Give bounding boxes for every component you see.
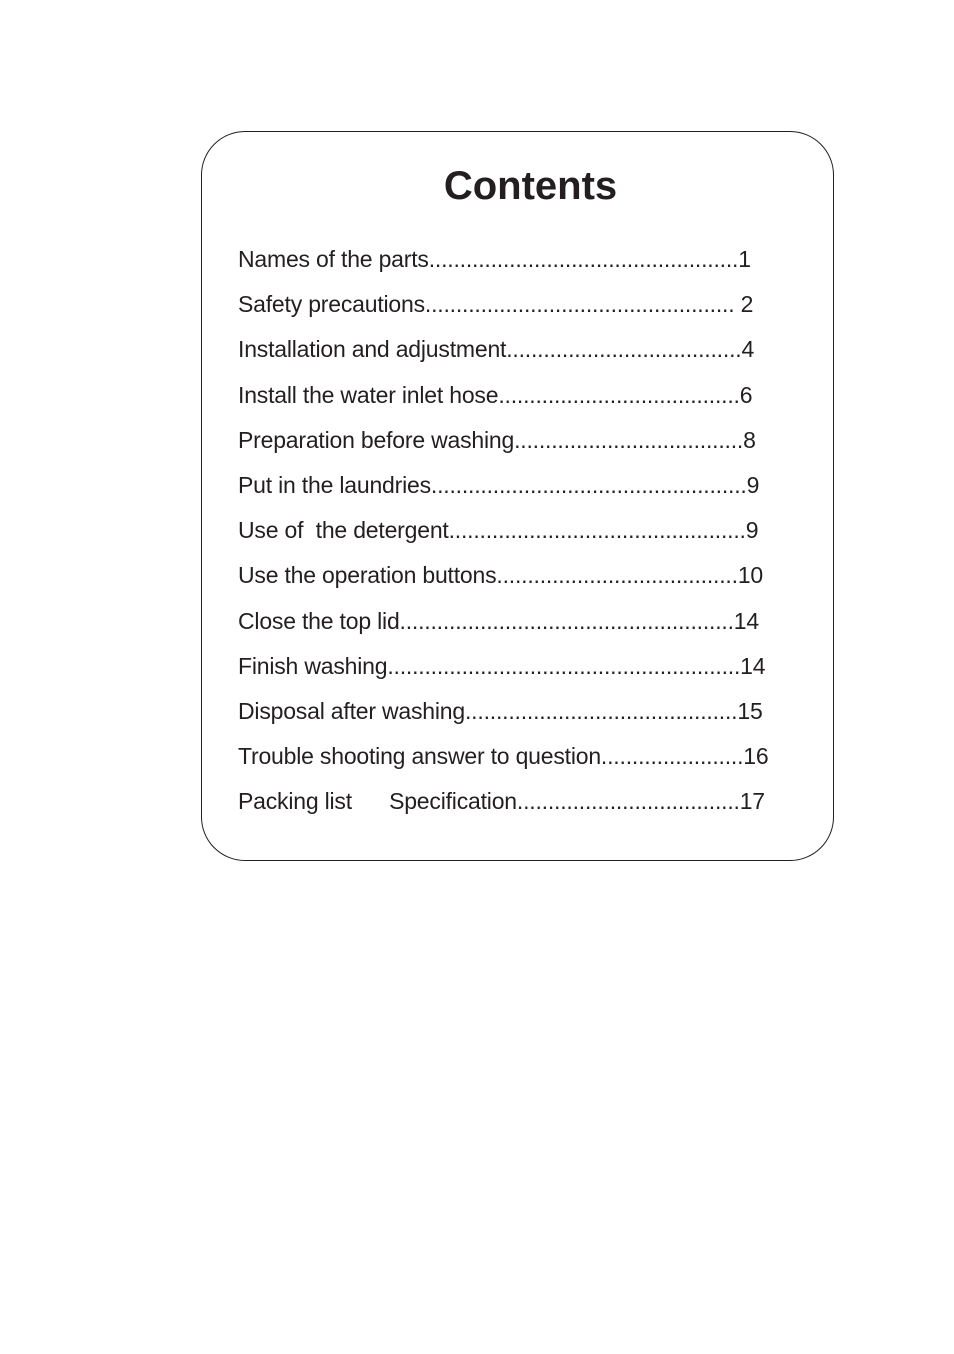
toc-entry-names-of-parts: Names of the parts..................................................1 (238, 246, 751, 272)
toc-entry-safety-precautions: Safety precautions.................................................. 2 (238, 291, 754, 318)
contents-title: Contents (443, 164, 618, 208)
toc-entry-disposal-after-washing: Disposal after washing............................................15 (238, 697, 763, 724)
toc-entry-operation-buttons: Use the operation buttons.......................................10 (238, 562, 763, 589)
toc-entry-water-inlet-hose: Install the water inlet hose.......................................6 (238, 381, 753, 408)
toc-entry-put-in-laundries: Put in the laundries...................................................9 (238, 471, 760, 498)
toc-entry-installation-adjustment: Installation and adjustment......................................4 (238, 336, 755, 363)
contents-list (238, 244, 769, 831)
toc-entry-close-top-lid: Close the top lid......................................................14 (238, 607, 759, 634)
toc-entry-finish-washing: Finish washing.........................................................14 (238, 652, 766, 679)
contents-box (201, 131, 834, 861)
toc-entry-trouble-shooting: Trouble shooting answer to question.......................16 (238, 743, 769, 770)
toc-entry-packing-list-specification: Packing list Specification....................................17 (238, 788, 765, 815)
toc-entry-preparation-before-washing: Preparation before washing.....................................8 (238, 426, 756, 453)
toc-entry-use-of-detergent: Use of the detergent................................................9 (238, 517, 759, 544)
